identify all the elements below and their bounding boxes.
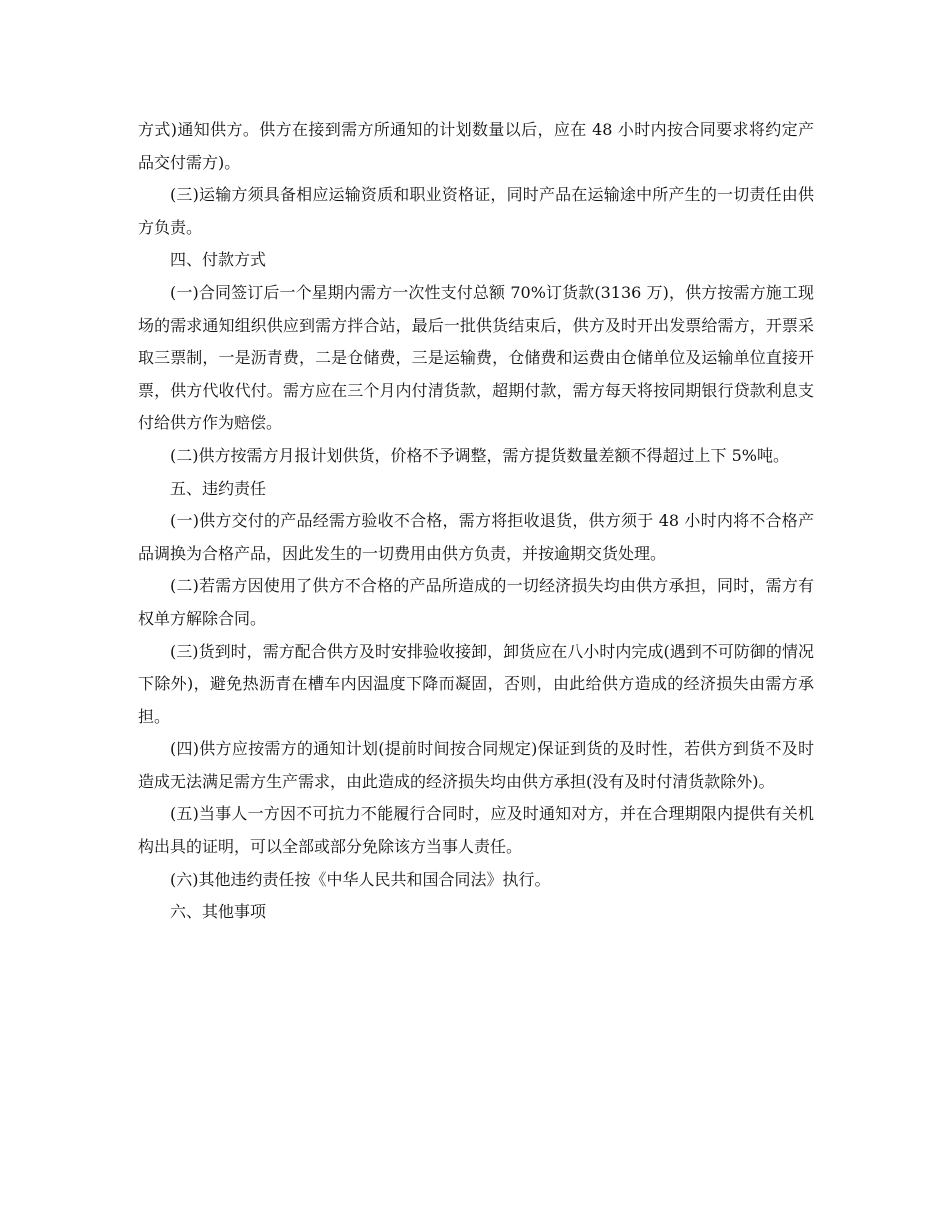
- section-heading-payment: 四、付款方式: [170, 250, 267, 270]
- paragraph-liability-3: (三)货到时，需方配合供方及时安排验收接卸，卸货应在八小时内完成(遇到不可防御的情况下除外)，避免热沥青在槽车内因温度下降而凝固，否则，由此给供方造成的经济损失由需方承担。: [138, 641, 814, 726]
- paragraph-liability-1: (一)供方交付的产品经需方验收不合格，需方将拒收退货，供方须于 48 小时内将不合格产品调换为合格产品，因此发生的一切费用由供方负责，并按逾期交货处理。: [138, 511, 814, 563]
- paragraph-payment-2: (二)供方按需方月报计划供货，价格不予调整，需方提货数量差额不得超过上下 5%吨。: [170, 445, 789, 465]
- paragraph-payment-1: (一)合同签订后一个星期内需方一次性支付总额 70%订货款(3136 万)，供方按需方施工现场的需求通知组织供应到需方拌合站，最后一批供货结束后，供方及时开出发票给需方，开票采取三票制，一是沥青费，二是仓储费，三是运输费，仓储费和运费由仓储单位及运输单位直接开票，供方代收代付。需方应在三个月内付清货款，超期付款，需方每天将按同期银行贷款利息支付给供方作为赔偿。: [138, 282, 814, 433]
- paragraph-liability-5: (五)当事人一方因不可抗力不能履行合同时，应及时通知对方，并在合理期限内提供有关机构出具的证明，可以全部或部分免除该方当事人责任。: [138, 804, 814, 857]
- paragraph-liability-6: (六)其他违约责任按《中华人民共和国合同法》执行。: [170, 869, 551, 889]
- paragraph-continuation: 方式)通知供方。供方在接到需方所通知的计划数量以后，应在 48 小时内按合同要求将约定产品交付需方)。: [138, 120, 814, 172]
- section-heading-liability: 五、违约责任: [170, 478, 267, 498]
- paragraph-liability-2: (二)若需方因使用了供方不合格的产品所造成的一切经济损失均由供方承担，同时，需方有权单方解除合同。: [138, 576, 814, 628]
- paragraph-transport-qualification: (三)运输方须具备相应运输资质和职业资格证，同时产品在运输途中所产生的一切责任由供方负责。: [138, 185, 814, 237]
- paragraph-liability-4: (四)供方应按需方的通知计划(提前时间按合同规定)保证到货的及时性，若供方到货不及时造成无法满足需方生产需求，由此造成的经济损失均由供方承担(没有及时付清货款除外)。: [138, 739, 814, 791]
- section-heading-other: 六、其他事项: [170, 902, 267, 922]
- document-page: [138, 114, 814, 929]
